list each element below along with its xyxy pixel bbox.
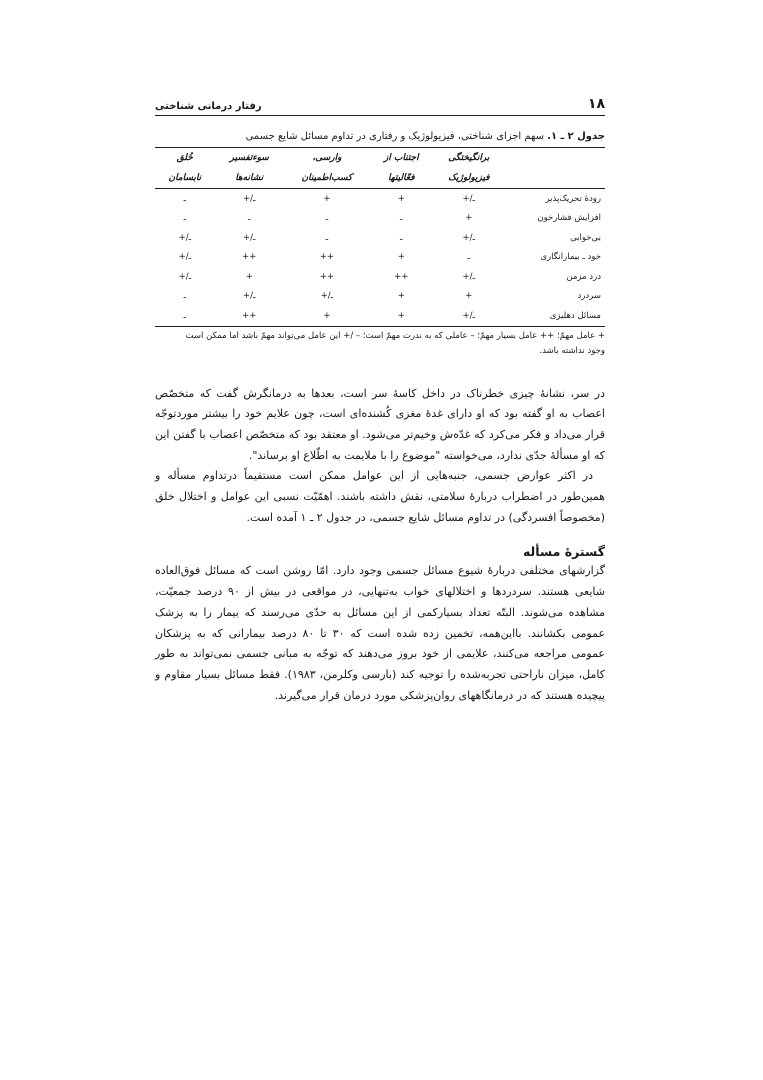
table-cell: ـ (183, 213, 187, 224)
section-heading: گسترهٔ مسأله (522, 544, 605, 560)
table-row (155, 248, 605, 268)
book-page (155, 90, 605, 706)
table-cell: ـ (325, 213, 329, 224)
contribution-table (155, 147, 605, 327)
table-caption-label: جدول ۲ ـ ۱. (547, 131, 605, 142)
column-header: برانگیختگی (433, 148, 505, 169)
table-cell: ـ (325, 232, 329, 243)
body-paragraph: در سر، نشانهٔ چیزی خطرناک در داخل کاسهٔ سر است، بعدها به درمانگرش گفت که متخصّص اعصاب به او گفته بود که او دارای غدهٔ مغزی کُشنده‌ای است، چون علایم خود را بیشتر موردتوجّه قرار می‌داد و فکر می‌کرد که غدّه‌ش وخیم‌تر می‌شود. او معتقد بود که متخصّص اعصاب با گفتن این که او مسألهٔ جدّی ندارد، می‌خواسته "موضوع را با ملایمت به اطّلاع او برساند". (155, 386, 605, 462)
column-header: کسب‌اطمینان (284, 168, 370, 189)
table-row (155, 306, 605, 326)
column-header: اجتناب از (370, 148, 433, 169)
table-cell: + (397, 193, 405, 204)
row-label: رودهٔ تحریک‌پذیر (545, 193, 601, 204)
page-header (155, 90, 605, 116)
table-row (155, 228, 605, 248)
row-label: درد مزمن (566, 271, 601, 282)
table-cell: ـ/+ (320, 291, 334, 302)
table-cell: ـ (155, 306, 215, 326)
table-cell: + (465, 291, 473, 302)
table-cell: + (284, 306, 370, 326)
column-header: خُلق (155, 148, 215, 169)
footnote-line: + عامل مهمّ؛ ++ عامل بسیار مهمّ؛ – عاملی که به ندرت مهمّ است؛ – /+ این عامل می‌تواند مهمّ باشد اما ممکن است (185, 330, 605, 341)
body-paragraph: در اکثر عوارض جسمی، جنبه‌هایی از این عوامل ممکن است مستقیماً درتداوم مسأله و همین‌طور در اضطراب دربارهٔ سلامتی، نقش داشته باشند. اهمّیّت نسبی این عوامل و اختلال خلق (مخصوصاً افسردگی) در تداوم مسائل شایع جسمی، در جدول ۲ ـ ۱ آمده است. (155, 469, 605, 524)
table-cell: ++ (319, 252, 335, 263)
table-cell: ++ (242, 252, 257, 263)
column-header: وارسی، (284, 148, 370, 169)
table-caption-text: سهم اجزای شناختی، فیزیولوژیک و رفتاری در تداوم مسائل شایع جسمی (245, 131, 545, 142)
table-cell: ـ/+ (462, 193, 476, 204)
table-row (155, 287, 605, 307)
table-cell: + (370, 306, 433, 326)
table-cell: ـ/+ (243, 193, 256, 204)
table-cell: ـ/+ (178, 252, 192, 263)
column-header: فیزیولوژیک (433, 168, 505, 189)
table-cell: ـ (183, 291, 187, 302)
table-row (155, 267, 605, 287)
table-cell: ـ (183, 193, 187, 204)
footnote-line: وجود نداشته باشد. (539, 345, 605, 356)
body-paragraph: گزارشهای مختلفی دربارهٔ شیوع مسائل جسمی وجود دارد. امّا روشن است که مسائل فوق‌العاده شایعی هستند. سردردها و اختلالهای خواب به‌تنهایی، در مواقعی در بیش از ۹۰ درصد جمعیّت، مشاهده می‌شوند. البتّه تعداد بسیارکمی از این مسائل به حدّی می‌رسند که بیمار را به پزشک عمومی بکشانند. بااین‌همه، تخمین زده شده است که ۳۰ تا ۸۰ درصد بیمارانی که به پزشکان عمومی مراجعه می‌کنند، علایمی از خود بروز می‌دهند که توجّه به مبانی جسمی نمی‌تواند به طور کامل، میزان ناراحتی تجربه‌شده را توجیه کند (بارسی وکلرمن، ۱۹۸۳). فقط مسائل بسیار مقاوم و پیچیده هستند که در درمانگاههای روان‌پزشکی مورد درمان قرار می‌گیرند. (155, 564, 606, 702)
table-cell: + (323, 193, 331, 204)
column-header: سوءتفسیر (215, 148, 284, 169)
page-number: ۱۸ (587, 96, 605, 112)
table-cell: ++ (319, 271, 335, 282)
table-cell: ـ/+ (178, 232, 192, 243)
table-cell: ـ/+ (178, 271, 192, 282)
column-header: فعّالیتها (370, 168, 433, 189)
row-label: بی‌خوابی (570, 232, 601, 243)
table-cell: + (397, 252, 405, 263)
table-cell: + (465, 213, 473, 224)
table-corner-cell (505, 148, 605, 169)
table-cell: ـ (400, 232, 403, 243)
table-row (155, 209, 605, 229)
table-cell: ـ (248, 213, 251, 224)
row-label: افزایش فشارخون (537, 213, 601, 224)
table-corner-cell (505, 168, 605, 189)
table-cell: ++ (394, 271, 409, 282)
column-header: نابسامان (155, 168, 215, 189)
table-cell: ـ/+ (243, 232, 256, 243)
running-title: رفتار درمانی شناختی (155, 101, 262, 112)
row-label: مسائل دهلیزی (505, 306, 605, 326)
table-cell: ـ/+ (462, 232, 476, 243)
table-cell: ـ (400, 213, 403, 224)
row-label: خود ـ بیمارانگاری (540, 252, 601, 263)
table-row (155, 189, 605, 209)
table-cell: ـ/+ (433, 306, 505, 326)
table-header-row (155, 168, 605, 189)
table-cell: ـ/+ (462, 271, 476, 282)
column-header: نشانه‌ها (215, 168, 284, 189)
table-footnote (155, 329, 605, 359)
table-header-row (155, 148, 605, 169)
table-cell: ـ/+ (243, 291, 256, 302)
row-label: سردرد (577, 291, 601, 302)
table-cell: + (245, 271, 253, 282)
table-cell: ـ (467, 252, 471, 263)
table-cell: ++ (215, 306, 284, 326)
table-cell: + (397, 291, 405, 302)
table-caption (155, 130, 605, 144)
